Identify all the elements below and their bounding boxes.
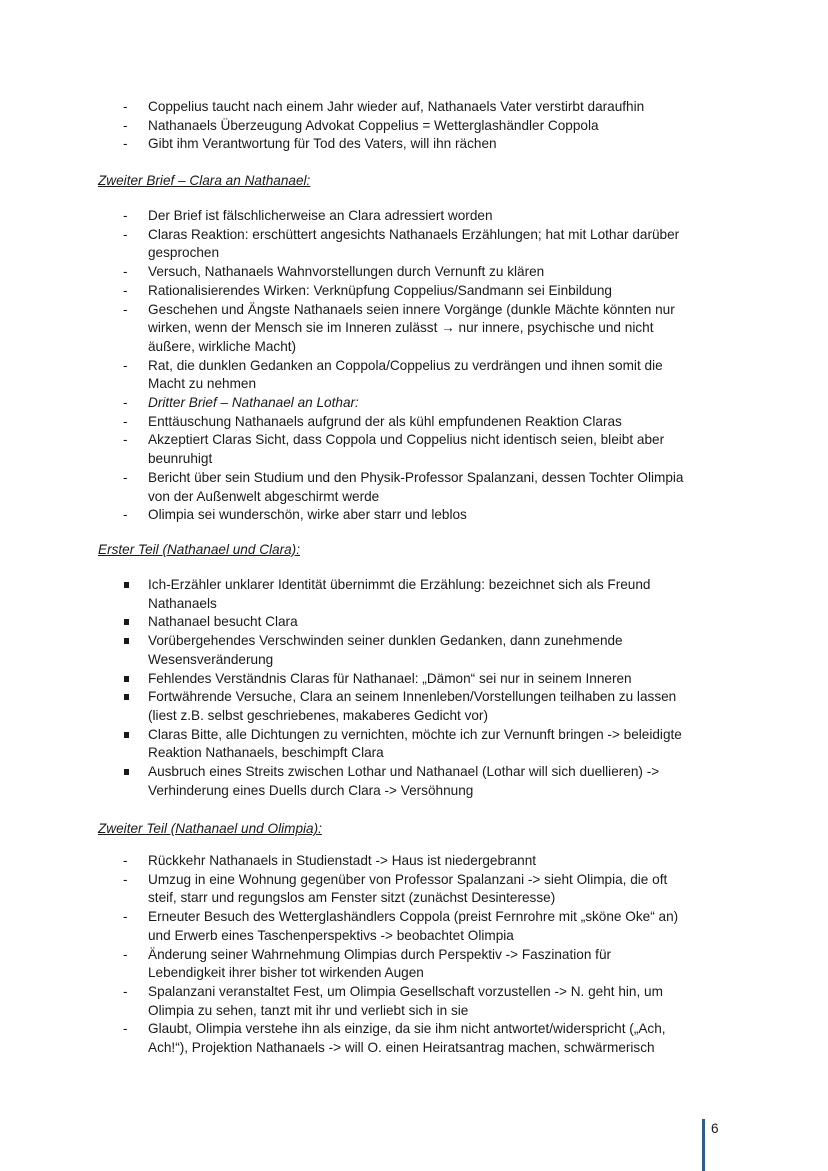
list-item: - Bericht über sein Studium und den Physik-Professor Spalanzani, dessen Tochter Olimpia von der Außenwelt abgeschirmt werde [123, 469, 684, 504]
list-item: - Erneuter Besuch des Wetterglashändlers Coppola (preist Fernrohre mit „sköne Oke“ an) und Erwerb eines Taschenperspektivs -> beobachtet Olimpia [123, 909, 679, 943]
dash-bullet: - [123, 469, 128, 485]
list-item: - Umzug in eine Wohnung gegenüber von Professor Spalanzani -> sieht Olimpia, die oft steif, starr und regungslos am Fenster sitzt (zunächst Desinteresse) [123, 871, 668, 906]
list-item: Nathanael besucht Clara [0, 613, 682, 632]
square-bullet-icon [124, 638, 129, 644]
dash-bullet: - [123, 99, 128, 114]
dash-bullet: - [123, 226, 128, 242]
list-item: - Enttäuschung Nathanaels aufgrund der als kühl empfundenen Reaktion Claras [0, 413, 683, 432]
square-bullet-icon [124, 732, 129, 738]
dash-bullet: - [123, 1021, 128, 1037]
list-item: - Akzeptiert Claras Sicht, dass Coppola und Coppelius nicht identisch seien, bleibt aber beunruhigt [123, 432, 665, 467]
list-item: - Der Brief ist fälschlicherweise an Clara adressiert worden [0, 207, 683, 226]
dash-bullet: - [123, 301, 128, 317]
dash-bullet: - [123, 264, 128, 280]
list-item: - Coppelius taucht nach einem Jahr wieder auf, Nathanaels Vater verstirbt daraufhin [0, 98, 644, 117]
list-item: - Änderung seiner Wahrnehmung Olimpias durch Perspektiv -> Faszination für Lebendigkeit ihrer bisher tot wirkenden Augen [123, 946, 612, 981]
list-item: Fehlendes Verständnis Claras für Nathanael: „Dämon“ sei nur in seinem Inneren [0, 670, 682, 689]
list-item: - Rückkehr Nathanaels in Studienstadt -> Haus ist niedergebrannt [0, 852, 678, 871]
dash-bullet: - [123, 117, 128, 133]
square-bullet-icon [124, 694, 129, 700]
dash-bullet: - [123, 871, 128, 887]
list-item: - Claras Reaktion: erschüttert angesichts Nathanaels Erzählungen; hat mit Lothar darüber gesprochen [123, 226, 680, 261]
square-bullet-icon [124, 769, 129, 775]
page-number-bar [702, 1119, 705, 1171]
page-number: 6 [711, 1121, 719, 1136]
square-bullet-icon [124, 676, 129, 682]
list-item-subheading: - Dritter Brief – Nathanael an Lothar: [0, 394, 683, 413]
dash-list [0, 98, 644, 154]
dash-bullet: - [123, 357, 128, 373]
dash-list [0, 852, 678, 1058]
section-heading: Erster Teil (Nathanael und Clara): [98, 542, 300, 557]
list-item: - Rat, die dunklen Gedanken an Coppola/Coppelius zu verdrängen und ihnen somit die Macht zu nehmen [123, 357, 663, 392]
section-heading: Zweiter Brief – Clara an Nathanael: [98, 173, 311, 188]
list-item: - Glaubt, Olimpia verstehe ihn als einzige, da sie ihm nicht antwortet/widerspricht („Ach, Ach!“), Projektion Nathanaels -> will O. einen Heiratsantrag machen, schwärmerisch [123, 1021, 666, 1056]
dash-bullet: - [123, 208, 128, 223]
square-list [0, 576, 682, 800]
dash-bullet: - [123, 136, 128, 152]
dash-bullet: - [123, 909, 128, 925]
dash-bullet: - [123, 983, 128, 999]
list-item: Fortwährende Versuche, Clara an seinem Innenleben/Vorstellungen teilhaben zu lassen (liest z.B. selbst geschriebenes, makaberes Gedicht vor) [0, 688, 682, 725]
dash-bullet: - [123, 432, 128, 448]
list-item: Vorübergehendes Verschwinden seiner dunklen Gedanken, dann zunehmende Wesensveränderung [0, 632, 682, 669]
list-item: - Nathanaels Überzeugung Advokat Coppelius = Wetterglashändler Coppola [0, 117, 644, 136]
dash-bullet: - [123, 507, 128, 523]
dash-bullet: - [123, 413, 128, 429]
list-item: - Gibt ihm Verantwortung für Tod des Vaters, will ihn rächen [0, 135, 644, 154]
list-item: Claras Bitte, alle Dichtungen zu vernichten, möchte ich zur Vernunft bringen -> beleidigte Reaktion Nathanaels, beschimpft Clara [0, 726, 682, 763]
list-item: - Versuch, Nathanaels Wahnvorstellungen durch Vernunft zu klären [0, 263, 683, 282]
dash-bullet: - [123, 946, 128, 962]
dash-list [0, 207, 683, 525]
list-item: - Olimpia sei wunderschön, wirke aber starr und leblos [0, 506, 683, 525]
square-bullet-icon [124, 582, 129, 588]
list-item: - Spalanzani veranstaltet Fest, um Olimpia Gesellschaft vorzustellen -> N. geht hin, um Olimpia zu sehen, tanzt mit ihr und verliebt sich in sie [123, 983, 663, 1018]
square-bullet-icon [124, 619, 129, 625]
list-item: Ausbruch eines Streits zwischen Lothar und Nathanael (Lothar will sich duellieren) -> Verhinderung eines Duells durch Clara -> Versöhnung [0, 763, 682, 800]
dash-bullet: - [123, 853, 128, 868]
section-heading: Zweiter Teil (Nathanael und Olimpia): [98, 821, 322, 836]
list-item: - Geschehen und Ängste Nathanaels seien innere Vorgänge (dunkle Mächte könnten nur wirken, wenn der Mensch sie im Inneren zulässt → nur innere, psychische und nicht äußere, wirkliche Macht) [123, 301, 675, 354]
list-item: Ich-Erzähler unklarer Identität übernimmt die Erzählung: bezeichnet sich als Freund Nathanaels [0, 576, 682, 613]
list-item: - Rationalisierendes Wirken: Verknüpfung Coppelius/Sandmann sei Einbildung [0, 282, 683, 301]
dash-bullet: - [123, 282, 128, 298]
dash-bullet: - [123, 395, 128, 411]
